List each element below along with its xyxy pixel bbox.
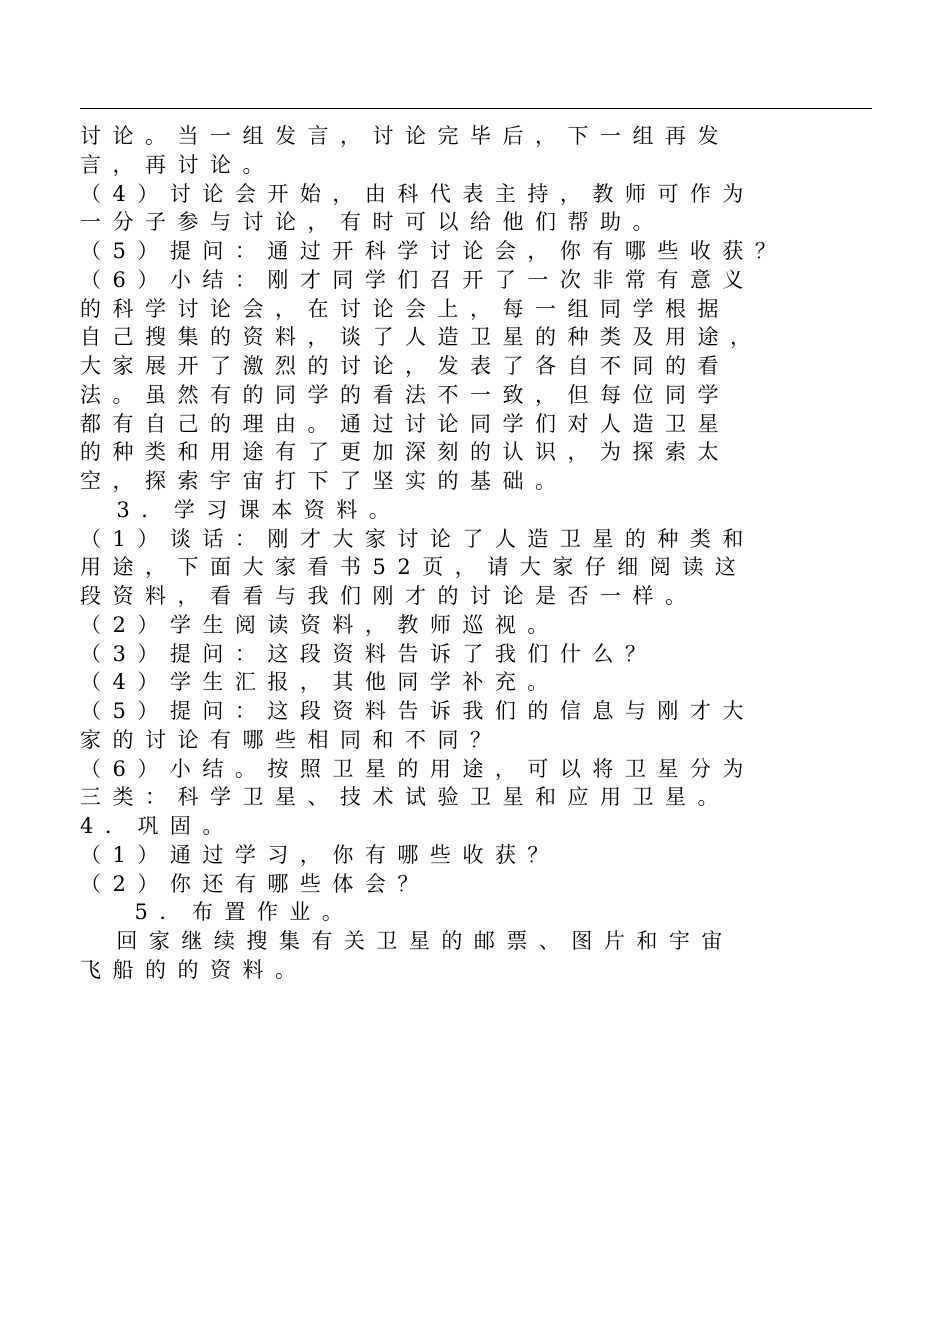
text-line: 回家继续搜集有关卫星的邮票、图片和宇宙 [80,929,734,953]
text-line: （3）提问：这段资料告诉了我们什么？ [80,641,658,666]
text-line: 段资料，看看与我们刚才的讨论是否一样。 [80,584,698,608]
text-line: （1）谈话：刚才大家讨论了人造卫星的种类和 [80,526,755,551]
text-line: （6）小结。按照卫星的用途，可以将卫星分为 [80,756,755,781]
text-line: 都有自己的理由。通过讨论同学们对人造卫星 [80,411,730,436]
text-line: 家的讨论有哪些相同和不同？ [80,727,503,752]
text-line: 言，再讨论。 [80,152,275,177]
text-line: 三类：科学卫星、技术试验卫星和应用卫星。 [80,785,730,810]
text-line: （2）你还有哪些体会？ [80,871,430,896]
text-line: （6）小结：刚才同学们召开了一次非常有意义 [80,267,755,292]
text-line: 飞船的的资料。 [80,957,308,982]
text-line: （5）提问：这段资料告诉我们的信息与刚才大 [80,699,755,723]
text-line: 用途，下面大家看书52页，请大家仔细阅读这 [80,555,748,580]
section-heading: 5．布置作业。 [80,900,355,925]
text-line: 的种类和用途有了更加深刻的认识，为探索太 [80,440,730,465]
text-line: （4）学生汇报，其他同学补充。 [80,670,560,695]
text-line: 大家展开了激烈的讨论，发表了各自不同的看 [80,354,730,378]
header-rule [80,108,872,109]
text-line: （4）讨论会开始，由科代表主持，教师可作为 [80,181,755,206]
text-line: （5）提问：通过开科学讨论会，你有哪些收获？ [80,239,788,263]
section-heading: 4．巩固。 [80,814,235,838]
text-line: 讨论。当一组发言，讨论完毕后，下一组再发 [80,124,730,148]
text-line: 的科学讨论会，在讨论会上，每一组同学根据 [80,296,730,321]
text-line: （2）学生阅读资料，教师巡视。 [80,612,560,637]
text-line: 法。虽然有的同学的看法不一致，但每位同学 [80,382,730,407]
text-line: 自己搜集的资料，谈了人造卫星的种类及用途， [80,325,763,350]
text-line: 空，探索宇宙打下了坚实的基础。 [80,469,568,493]
text-line: 一分子参与讨论，有时可以给他们帮助。 [80,210,665,235]
document-body [80,122,890,985]
text-line: （1）通过学习，你有哪些收获？ [80,842,560,867]
section-heading: 3．学习课本资料。 [80,497,402,522]
